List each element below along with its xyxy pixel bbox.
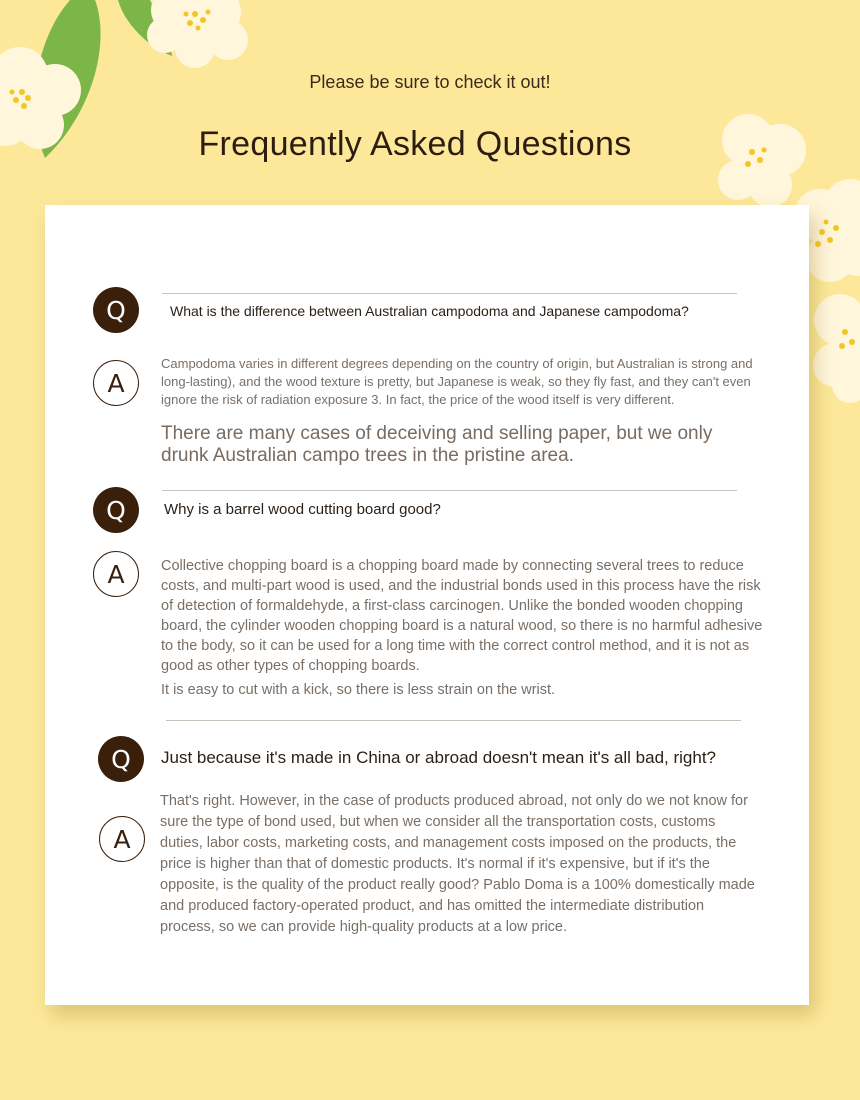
faq-answer: That's right. However, in the case of products produced abroad, not only do we not know for sure the type of bond used, but when we consider all the transportation costs, customs duties, labor costs, marketing costs, and management costs imposed on the products, the price is higher than that of domestic products. It's normal if it's expensive, but if it's the opposite, is the quality of the product really good? Pablo Doma is a 100% domestically made and produced factory-operated product, and has omitted the intermediate distribution process, so we can provide high-quality products at a low price. — [160, 793, 755, 935]
page-subtitle: Please be sure to check it out! — [309, 72, 551, 92]
divider — [162, 293, 737, 294]
faq-answer: Campodoma varies in different degrees depending on the country of origin, but Australian is strong and long-lasting), and the wood texture is pretty, but Japanese is weak, so they fly fast, and they can't even ignore the risk of radiation exposure 3. In fact, the price of the wood itself is very different. — [161, 356, 753, 407]
flower-icon — [147, 0, 248, 68]
faq-answer: Collective chopping board is a chopping board made by connecting several trees to reduce costs, and multi-part wood is used, and the industrial bonds used in this process have the risk of detection of formaldehyde, a first-class carcinogen. Unlike the bonded wooden chopping board, the cylinder wooden chopping board is a natural wood, so there is no harmful adhesive to the body, so it can be used for a long time with the correct control method, and it is not as good as other types of chopping boards. — [161, 558, 763, 674]
answer-badge: A — [99, 816, 145, 862]
faq-question: Just because it's made in China or abroad doesn't mean it's all bad, right? — [161, 748, 716, 767]
question-badge: Q — [98, 736, 144, 782]
faq-note: It is easy to cut with a kick, so there is less strain on the wrist. — [161, 682, 556, 698]
faq-question: What is the difference between Australian campodoma and Japanese campodoma? — [170, 303, 689, 319]
page-title: Frequently Asked Questions — [198, 125, 632, 163]
faq-note: There are many cases of deceiving and selling paper, but we only drunk Australian campo trees in the pristine area. — [161, 423, 713, 466]
flower-icon — [813, 294, 860, 403]
question-badge: Q — [93, 287, 139, 333]
faq-question: Why is a barrel wood cutting board good? — [164, 501, 441, 518]
faq-card — [45, 205, 809, 1005]
answer-badge: A — [93, 551, 139, 597]
question-badge: Q — [93, 487, 139, 533]
divider — [166, 720, 741, 721]
answer-badge: A — [93, 360, 139, 406]
divider — [162, 490, 737, 491]
